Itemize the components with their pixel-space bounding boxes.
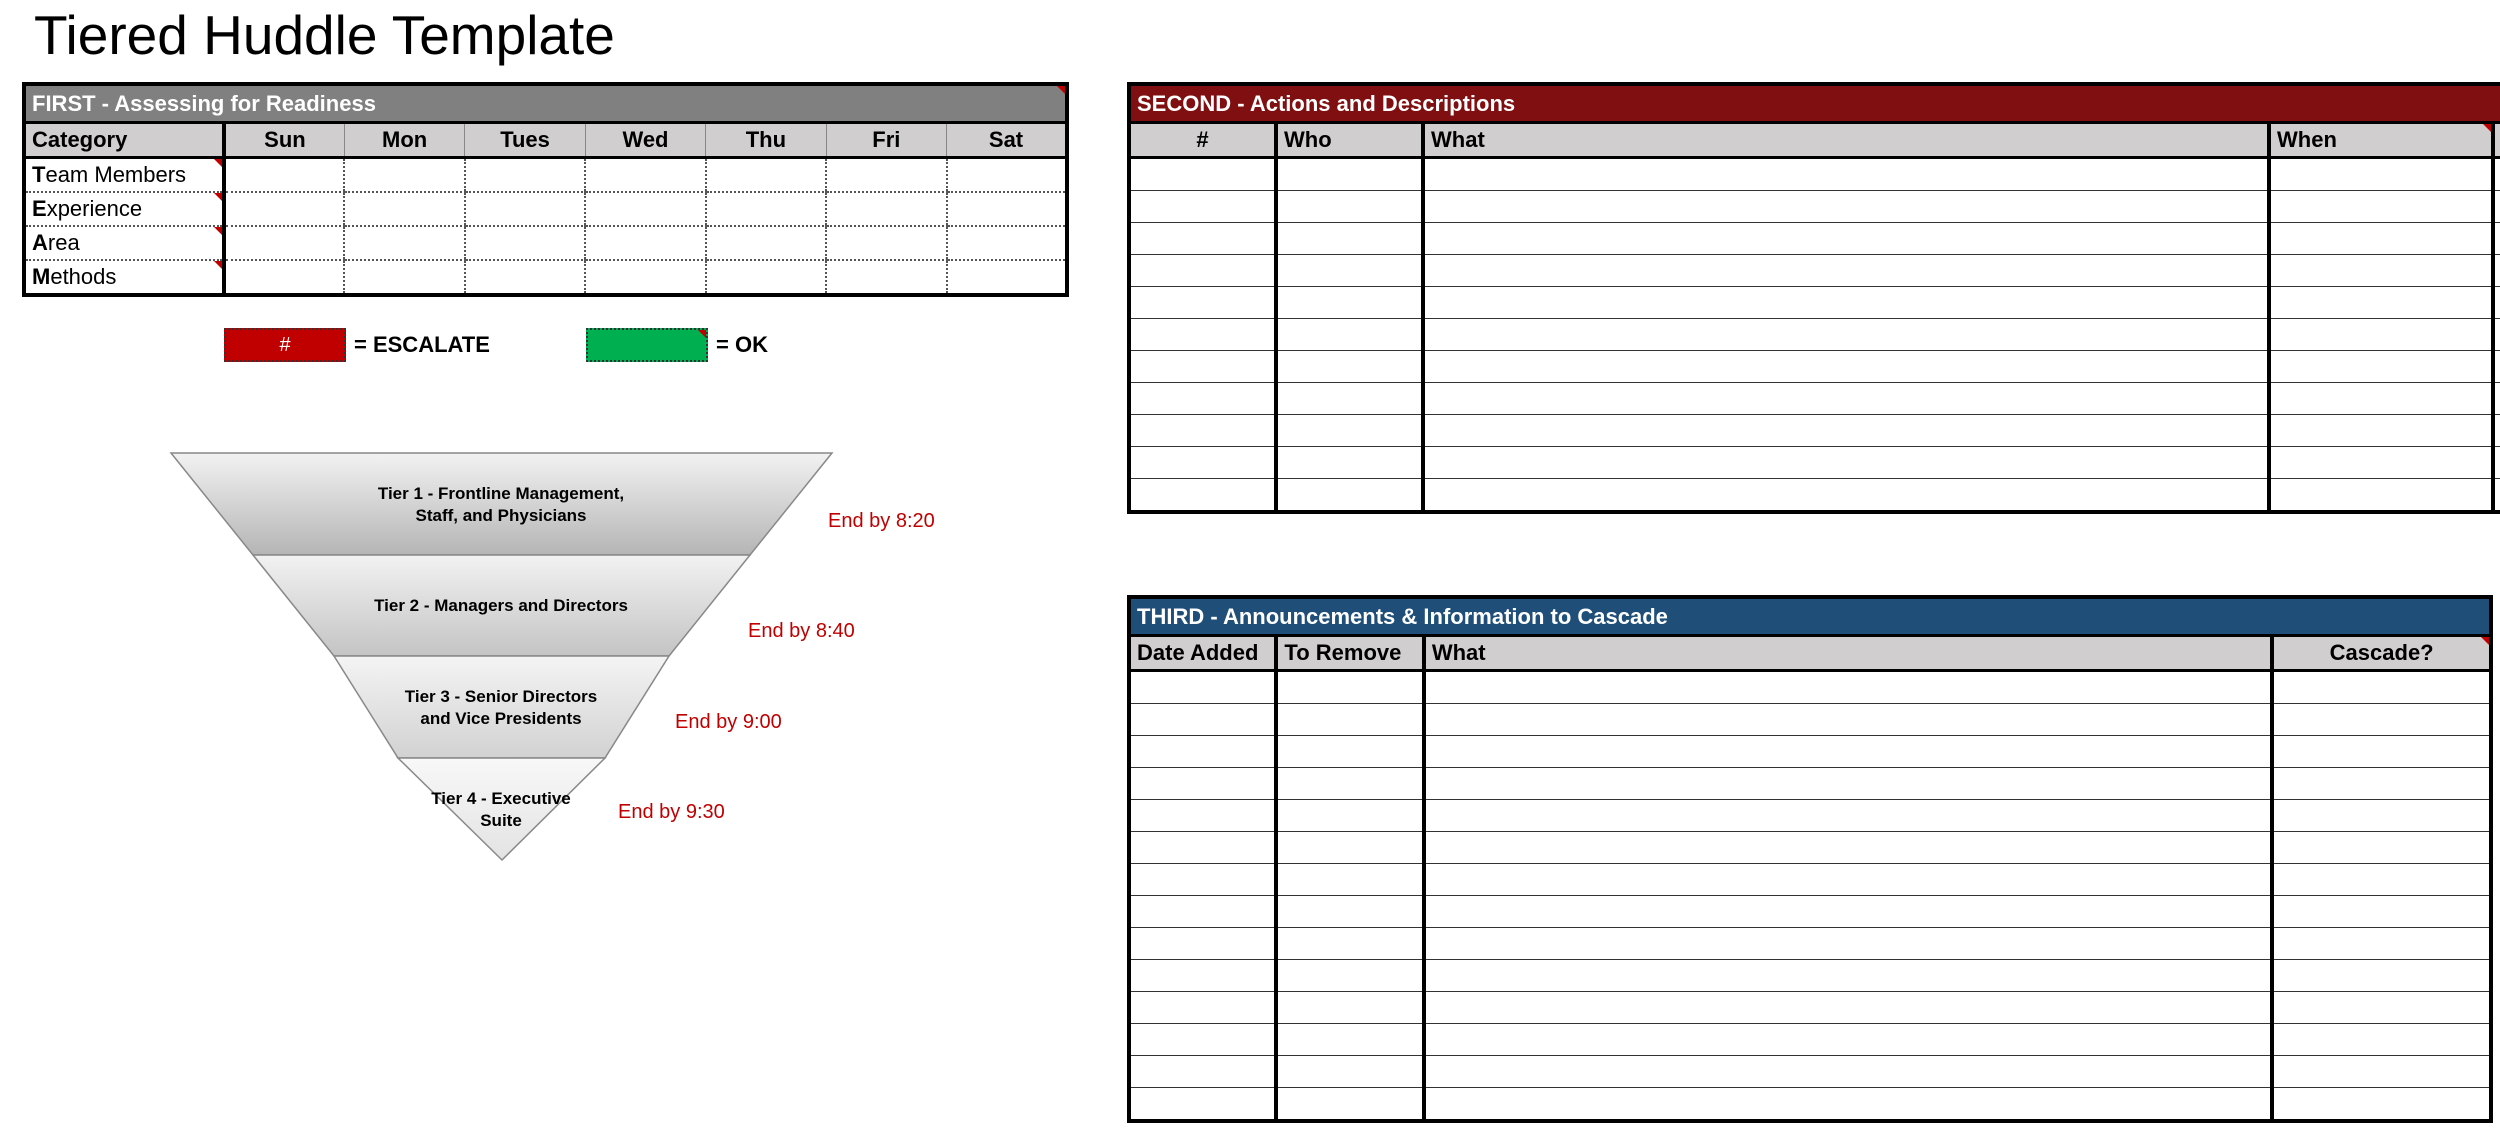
- announcements-row-cell[interactable]: [2272, 671, 2491, 704]
- actions-row-cell[interactable]: [1276, 383, 1423, 415]
- actions-row-cell[interactable]: [1276, 191, 1423, 223]
- comment-indicator-icon: [214, 193, 222, 201]
- actions-row-cell[interactable]: [2493, 351, 2500, 383]
- actions-row-cell[interactable]: [2269, 479, 2493, 513]
- announcements-row-cell[interactable]: [1129, 1088, 1276, 1122]
- readiness-cell[interactable]: [465, 158, 585, 193]
- actions-row-cell[interactable]: [1129, 223, 1276, 255]
- actions-row-cell[interactable]: [1276, 479, 1423, 513]
- actions-row-cell[interactable]: [1423, 479, 2269, 513]
- announcements-table-body: [1129, 671, 2491, 1122]
- readiness-cell[interactable]: [947, 260, 1067, 295]
- readiness-cell[interactable]: [585, 260, 705, 295]
- actions-row-cell[interactable]: [2269, 319, 2493, 351]
- announcements-row: [1129, 671, 2491, 704]
- readiness-cell[interactable]: [465, 226, 585, 260]
- actions-row-cell[interactable]: [1129, 447, 1276, 479]
- actions-row: [1129, 287, 2500, 319]
- actions-row-cell[interactable]: [2493, 158, 2500, 191]
- announcements-row-cell[interactable]: [1424, 768, 2272, 800]
- readiness-cell[interactable]: [344, 158, 464, 193]
- readiness-cell[interactable]: [344, 226, 464, 260]
- readiness-cell[interactable]: [947, 226, 1067, 260]
- announcements-row-cell[interactable]: [1129, 864, 1276, 896]
- actions-row-cell[interactable]: [2269, 415, 2493, 447]
- actions-row-cell[interactable]: [1423, 223, 2269, 255]
- actions-row-cell[interactable]: [1276, 158, 1423, 191]
- actions-row-cell[interactable]: [2493, 255, 2500, 287]
- comment-indicator-icon: [698, 330, 706, 338]
- ok-swatch: [586, 328, 708, 362]
- announcements-row-cell[interactable]: [2272, 1056, 2491, 1088]
- category-rest: xperience: [46, 196, 143, 221]
- announcements-row-cell[interactable]: [1276, 832, 1423, 864]
- announcements-row: [1129, 768, 2491, 800]
- escalate-swatch: [224, 328, 346, 362]
- actions-row: [1129, 447, 2500, 479]
- actions-row-cell[interactable]: [2493, 415, 2500, 447]
- readiness-cell[interactable]: [706, 158, 826, 193]
- announcements-row-cell[interactable]: [1276, 896, 1423, 928]
- ok-label: = OK: [716, 332, 768, 357]
- day-header-tues: Tues: [465, 123, 585, 158]
- announcements-row-cell[interactable]: [1424, 928, 2272, 960]
- actions-row-cell[interactable]: [2493, 479, 2500, 513]
- category-rest: ethods: [50, 264, 117, 289]
- category-team-members: [24, 158, 224, 193]
- readiness-cell[interactable]: [585, 192, 705, 226]
- announcements-header-to-remove: To Remove: [1276, 636, 1423, 671]
- actions-row-cell[interactable]: [1129, 479, 1276, 513]
- escalate-label: = ESCALATE: [354, 332, 490, 357]
- announcements-row-cell[interactable]: [1276, 928, 1423, 960]
- actions-row: [1129, 319, 2500, 351]
- readiness-banner-text: FIRST - Assessing for Readiness: [32, 90, 376, 116]
- announcements-row: [1129, 736, 2491, 768]
- readiness-table: [22, 82, 1069, 297]
- actions-row-cell[interactable]: [1276, 223, 1423, 255]
- announcements-row-cell[interactable]: [1129, 896, 1276, 928]
- announcements-row-cell[interactable]: [1424, 1024, 2272, 1056]
- readiness-cell[interactable]: [706, 260, 826, 295]
- announcements-row-cell[interactable]: [1129, 1024, 1276, 1056]
- actions-header-who: Who: [1276, 123, 1423, 158]
- actions-header-when-text: When: [2277, 127, 2337, 152]
- day-header-mon: Mon: [344, 123, 464, 158]
- announcements-row-cell[interactable]: [1424, 704, 2272, 736]
- tier-4-band: [398, 758, 605, 860]
- announcements-row-cell[interactable]: [1424, 671, 2272, 704]
- actions-row-cell[interactable]: [1276, 447, 1423, 479]
- announcements-table: [1127, 595, 2493, 1123]
- actions-row-cell[interactable]: [2269, 447, 2493, 479]
- actions-row: [1129, 191, 2500, 223]
- actions-row-cell[interactable]: [2269, 158, 2493, 191]
- tier-3-end-time: End by 9:00: [675, 711, 782, 733]
- readiness-cell[interactable]: [224, 226, 344, 260]
- announcements-header-cascade: [2272, 636, 2491, 671]
- actions-banner: SECOND - Actions and Descriptions: [1129, 84, 2500, 123]
- actions-header-what: What: [1423, 123, 2269, 158]
- announcements-row-cell[interactable]: [2272, 992, 2491, 1024]
- announcements-row-cell[interactable]: [1129, 992, 1276, 1024]
- category-initial: E: [32, 196, 47, 221]
- readiness-cell[interactable]: [585, 226, 705, 260]
- category-rest: rea: [47, 230, 80, 255]
- tier-3-band: [334, 656, 669, 758]
- actions-row: [1129, 255, 2500, 287]
- comment-indicator-icon: [2483, 124, 2491, 132]
- actions-row-cell[interactable]: [2269, 255, 2493, 287]
- comment-indicator-icon: [2481, 637, 2489, 645]
- announcements-row-cell[interactable]: [1129, 736, 1276, 768]
- readiness-cell[interactable]: [224, 158, 344, 193]
- actions-row-cell[interactable]: [1129, 191, 1276, 223]
- announcements-row-cell[interactable]: [1276, 960, 1423, 992]
- readiness-cell[interactable]: [224, 260, 344, 295]
- announcements-row-cell[interactable]: [1424, 1056, 2272, 1088]
- announcements-row-cell[interactable]: [1129, 928, 1276, 960]
- tier-3-line2: and Vice Presidents: [420, 709, 582, 728]
- actions-row-cell[interactable]: [1129, 287, 1276, 319]
- actions-row-cell[interactable]: [1129, 255, 1276, 287]
- announcements-row-cell[interactable]: [2272, 832, 2491, 864]
- announcements-row-cell[interactable]: [1129, 832, 1276, 864]
- announcements-row: [1129, 992, 2491, 1024]
- announcements-header-date-added: Date Added: [1129, 636, 1276, 671]
- announcements-row-cell[interactable]: [1276, 704, 1423, 736]
- actions-row-cell[interactable]: [1129, 351, 1276, 383]
- announcements-row: [1129, 928, 2491, 960]
- announcements-row-cell[interactable]: [1424, 960, 2272, 992]
- actions-header-number: #: [1129, 123, 1276, 158]
- category-initial: A: [32, 230, 48, 255]
- readiness-cell[interactable]: [465, 260, 585, 295]
- announcements-row-cell[interactable]: [1276, 671, 1423, 704]
- actions-row-cell[interactable]: [2493, 447, 2500, 479]
- announcements-row: [1129, 1056, 2491, 1088]
- announcements-row: [1129, 832, 2491, 864]
- actions-row-cell[interactable]: [1276, 255, 1423, 287]
- readiness-row: [24, 226, 1067, 260]
- tier-1-line2: Staff, and Physicians: [415, 506, 587, 525]
- category-initial: T: [32, 162, 46, 187]
- actions-row-cell[interactable]: [2269, 351, 2493, 383]
- actions-row: [1129, 383, 2500, 415]
- announcements-banner: THIRD - Announcements & Information to Cascade: [1129, 597, 2491, 636]
- announcements-row-cell[interactable]: [1276, 1088, 1423, 1122]
- announcements-row-cell[interactable]: [1276, 1056, 1423, 1088]
- actions-row-cell[interactable]: [1423, 351, 2269, 383]
- announcements-row-cell[interactable]: [1424, 800, 2272, 832]
- actions-row-cell[interactable]: [2493, 319, 2500, 351]
- tier-1-end-time: End by 8:20: [828, 510, 935, 532]
- actions-header-cut-off: [2493, 123, 2500, 158]
- readiness-row: [24, 192, 1067, 226]
- readiness-cell[interactable]: [826, 158, 946, 193]
- actions-row: [1129, 415, 2500, 447]
- readiness-cell[interactable]: [947, 158, 1067, 193]
- actions-row-cell[interactable]: [1276, 351, 1423, 383]
- announcements-row-cell[interactable]: [1424, 992, 2272, 1024]
- announcements-row-cell[interactable]: [1276, 800, 1423, 832]
- tier-4-line2: Suite: [480, 811, 522, 830]
- actions-row-cell[interactable]: [2493, 191, 2500, 223]
- actions-row-cell[interactable]: [2269, 191, 2493, 223]
- readiness-cell[interactable]: [826, 260, 946, 295]
- tier-2-line1: Tier 2 - Managers and Directors: [374, 596, 628, 615]
- day-header-fri: Fri: [826, 123, 946, 158]
- announcements-row-cell[interactable]: [1424, 1088, 2272, 1122]
- announcements-row: [1129, 800, 2491, 832]
- announcements-row-cell[interactable]: [1424, 832, 2272, 864]
- announcements-row: [1129, 960, 2491, 992]
- actions-row-cell[interactable]: [1129, 383, 1276, 415]
- announcements-row: [1129, 864, 2491, 896]
- announcements-row: [1129, 704, 2491, 736]
- readiness-cell[interactable]: [706, 226, 826, 260]
- actions-row-cell[interactable]: [1276, 287, 1423, 319]
- announcements-row-cell[interactable]: [1129, 671, 1276, 704]
- actions-row-cell[interactable]: [1423, 287, 2269, 319]
- announcements-row: [1129, 1024, 2491, 1056]
- announcements-header-what: What: [1424, 636, 2272, 671]
- announcements-row-cell[interactable]: [2272, 800, 2491, 832]
- tier-4-line1: Tier 4 - Executive: [431, 789, 571, 808]
- actions-row: [1129, 479, 2500, 513]
- actions-table: [1127, 82, 2500, 514]
- actions-row-cell[interactable]: [1276, 319, 1423, 351]
- actions-row-cell[interactable]: [2269, 287, 2493, 319]
- actions-row-cell[interactable]: [1129, 158, 1276, 191]
- actions-table-body: [1129, 158, 2500, 513]
- actions-row-cell[interactable]: [1423, 415, 2269, 447]
- announcements-row-cell[interactable]: [2272, 768, 2491, 800]
- announcements-row-cell[interactable]: [2272, 1024, 2491, 1056]
- announcements-row-cell[interactable]: [1129, 960, 1276, 992]
- category-experience: [24, 192, 224, 226]
- category-area: [24, 226, 224, 260]
- announcements-row-cell[interactable]: [2272, 704, 2491, 736]
- comment-indicator-icon: [1057, 86, 1065, 94]
- day-header-sun: Sun: [224, 123, 344, 158]
- readiness-cell[interactable]: [224, 192, 344, 226]
- announcements-row-cell[interactable]: [1129, 704, 1276, 736]
- readiness-cell[interactable]: [585, 158, 705, 193]
- actions-row-cell[interactable]: [1276, 415, 1423, 447]
- announcements-row-cell[interactable]: [2272, 736, 2491, 768]
- actions-row-cell[interactable]: [1129, 415, 1276, 447]
- day-header-thu: Thu: [706, 123, 826, 158]
- comment-indicator-icon: [214, 159, 222, 167]
- announcements-row-cell[interactable]: [2272, 864, 2491, 896]
- readiness-row: [24, 158, 1067, 193]
- actions-row-cell[interactable]: [2269, 223, 2493, 255]
- announcements-row-cell[interactable]: [1276, 1024, 1423, 1056]
- announcements-row-cell[interactable]: [1424, 736, 2272, 768]
- announcements-row-cell[interactable]: [1424, 896, 2272, 928]
- announcements-row-cell[interactable]: [1129, 1056, 1276, 1088]
- actions-row: [1129, 158, 2500, 191]
- day-header-sat: Sat: [947, 123, 1067, 158]
- tier-2-end-time: End by 8:40: [748, 620, 855, 642]
- readiness-cell[interactable]: [826, 192, 946, 226]
- actions-row-cell[interactable]: [1423, 191, 2269, 223]
- comment-indicator-icon: [214, 261, 222, 269]
- actions-row-cell[interactable]: [1423, 383, 2269, 415]
- day-header-wed: Wed: [585, 123, 705, 158]
- tier-3-line1: Tier 3 - Senior Directors: [404, 687, 598, 706]
- actions-row-cell[interactable]: [1129, 319, 1276, 351]
- announcements-header-cascade-text: Cascade?: [2329, 640, 2434, 665]
- actions-row-cell[interactable]: [1423, 319, 2269, 351]
- announcements-row-cell[interactable]: [1276, 736, 1423, 768]
- announcements-row-cell[interactable]: [2272, 896, 2491, 928]
- announcements-row: [1129, 896, 2491, 928]
- page-title: Tiered Huddle Template: [34, 4, 615, 66]
- announcements-row: [1129, 1088, 2491, 1122]
- category-methods: [24, 260, 224, 295]
- tier-1-line1: Tier 1 - Frontline Management,: [377, 484, 625, 503]
- announcements-row-cell[interactable]: [1276, 864, 1423, 896]
- comment-indicator-icon: [214, 227, 222, 235]
- announcements-row-cell[interactable]: [1276, 992, 1423, 1024]
- readiness-cell[interactable]: [465, 192, 585, 226]
- readiness-banner: [24, 84, 1067, 123]
- readiness-cell[interactable]: [344, 260, 464, 295]
- category-rest: eam Members: [45, 162, 187, 187]
- tier-pyramid: [160, 450, 840, 870]
- actions-row-cell[interactable]: [2493, 383, 2500, 415]
- tier-4-end-time: End by 9:30: [618, 801, 725, 823]
- announcements-row-cell[interactable]: [2272, 928, 2491, 960]
- readiness-cell[interactable]: [947, 192, 1067, 226]
- announcements-row-cell[interactable]: [1424, 864, 2272, 896]
- actions-row-cell[interactable]: [1423, 158, 2269, 191]
- actions-row-cell[interactable]: [2269, 383, 2493, 415]
- announcements-row-cell[interactable]: [1129, 768, 1276, 800]
- actions-row-cell[interactable]: [2493, 287, 2500, 319]
- category-initial: M: [32, 264, 51, 289]
- actions-row-cell[interactable]: [1423, 447, 2269, 479]
- actions-row: [1129, 351, 2500, 383]
- announcements-row-cell[interactable]: [2272, 1088, 2491, 1122]
- actions-row: [1129, 223, 2500, 255]
- actions-row-cell[interactable]: [2493, 223, 2500, 255]
- category-header: Category: [24, 123, 224, 158]
- announcements-row-cell[interactable]: [1276, 768, 1423, 800]
- announcements-row-cell[interactable]: [2272, 960, 2491, 992]
- readiness-cell[interactable]: [826, 226, 946, 260]
- readiness-row: [24, 260, 1067, 295]
- readiness-cell[interactable]: [706, 192, 826, 226]
- tier-1-band: [171, 453, 832, 555]
- escalate-symbol: #: [279, 334, 291, 356]
- actions-row-cell[interactable]: [1423, 255, 2269, 287]
- announcements-row-cell[interactable]: [1129, 800, 1276, 832]
- actions-header-when: [2269, 123, 2493, 158]
- readiness-cell[interactable]: [344, 192, 464, 226]
